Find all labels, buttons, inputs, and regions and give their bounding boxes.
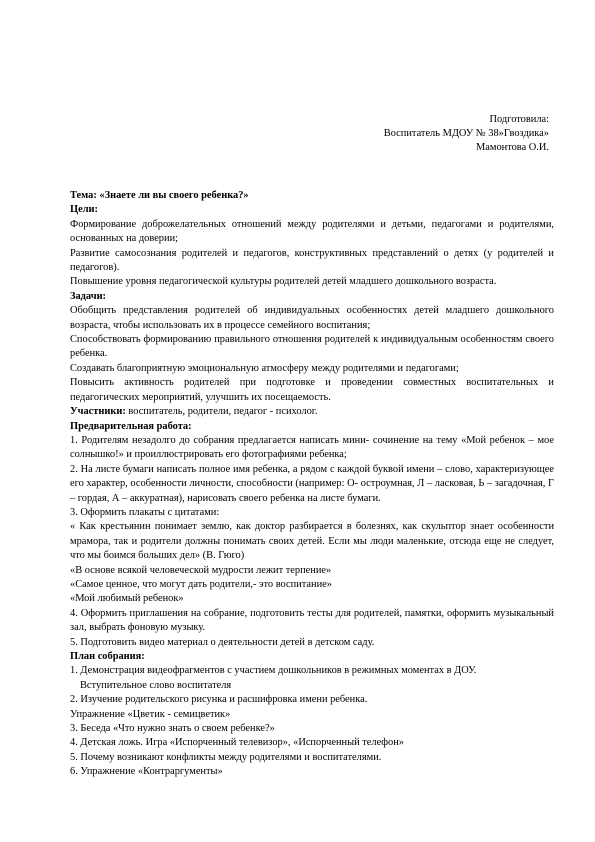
plan-subitem: Упражнение «Цветик - семицветик» xyxy=(70,708,231,720)
quote-item: «В основе всякой человеческой мудрости лежит терпение» xyxy=(70,564,332,576)
author-block xyxy=(384,113,549,156)
prep-item: 2. На листе бумаги написать полное имя ребенка, а рядом с каждой буквой имени – слово, характеризующее его характер, особенности личности, способности (например: О- остроумная, Л – ласковая, Ь – загадочная, Г – гордая, А – аккуратная), нарисовать своего ребенка на листе бумаги. xyxy=(70,463,554,504)
goal-item: Развитие самосознания родителей и педагогов, конструктивных представлений о детях (у родителей и педагогов). xyxy=(70,247,554,274)
prep-heading: Предварительная работа: xyxy=(70,420,192,432)
prep-item: 4. Оформить приглашения на собрание, подготовить тесты для родителей, памятки, оформить музыкальный зал, выбрать фоновую музыку. xyxy=(70,607,554,634)
quote-item: «Самое ценное, что могут дать родители,- это воспитание» xyxy=(70,578,332,590)
task-item: Способствовать формированию правильного отношения родителей к индивидуальным особенностям своего ребенка. xyxy=(70,334,554,360)
plan-item: 5. Почему возникают конфликты между родителями и воспитателями. xyxy=(70,751,382,763)
prep-item: 5. Подготовить видео материал о деятельности детей в детском саду. xyxy=(70,636,375,648)
plan-item: 2. Изучение родительского рисунка и расшифровка имени ребенка. xyxy=(70,694,368,706)
participants-line xyxy=(70,405,554,419)
quote-item: «Мой любимый ребенок» xyxy=(70,593,184,605)
participants-text: воспитатель, родители, педагог - психолог. xyxy=(125,406,318,418)
participants-label: Участники: xyxy=(70,406,126,418)
plan-item: 3. Беседа «Что нужно знать о своем ребенке?» xyxy=(70,723,275,735)
author-line-prepared: Подготовила: xyxy=(489,114,549,125)
plan-item: 4. Детская ложь. Игра «Испорченный телевизор», «Испорченный телефон» xyxy=(70,737,404,749)
plan-subitem: Вступительное слово воспитателя xyxy=(80,679,232,691)
goal-item: Формирование доброжелательных отношений между родителями и детьми, педагогами и родителями, основанных на доверии; xyxy=(70,218,554,245)
plan-item: 1. Демонстрация видеофрагментов с участием дошкольников в режимных моментах в ДОУ. xyxy=(70,665,477,677)
goals-heading: Цели: xyxy=(70,204,98,216)
topic-title: Тема: «Знаете ли вы своего ребенка?» xyxy=(70,190,249,201)
prep-item: 1. Родителям незадолго до собрания предлагается написать мини- сочинение на тему «Мой ребенок – мое солнышко!» и проиллюстрировать его фотографиями ребенка; xyxy=(70,434,554,461)
quote-item: « Как крестьянин понимает землю, как доктор разбирается в болезнях, как скульптор знает особенности мрамора, так и родители должны понимать своих детей. Если мы люди маленькие, отсюда еще не следует, что мы боимся больших дел» (В. Гюго) xyxy=(70,521,554,562)
task-item: Обобщить представления родителей об индивидуальных особенностях детей младшего дошкольного возраста, чтобы использовать их в процессе семейного воспитания; xyxy=(70,305,554,331)
tasks-heading: Задачи: xyxy=(70,290,107,302)
prep-item: 3. Оформить плакаты с цитатами: xyxy=(70,506,220,518)
plan-heading: План собрания: xyxy=(70,651,145,662)
plan-item: 6. Упражнение «Контраргументы» xyxy=(70,766,223,778)
document-body xyxy=(70,189,554,780)
task-item: Создавать благоприятную эмоциональную атмосферу между родителями и педагогами; xyxy=(70,362,459,374)
author-line-position: Воспитатель МДОУ № 38»Гвоздика» xyxy=(383,128,549,140)
task-item: Повысить активность родителей при подготовке и проведении совместных воспитательных и педагогических мероприятий, улучшить их посещаемость. xyxy=(70,377,554,403)
goal-item: Повышение уровня педагогической культуры родителей детей младшего дошкольного возраста. xyxy=(70,276,497,288)
author-line-name: Мамонтова О.И. xyxy=(476,142,549,154)
